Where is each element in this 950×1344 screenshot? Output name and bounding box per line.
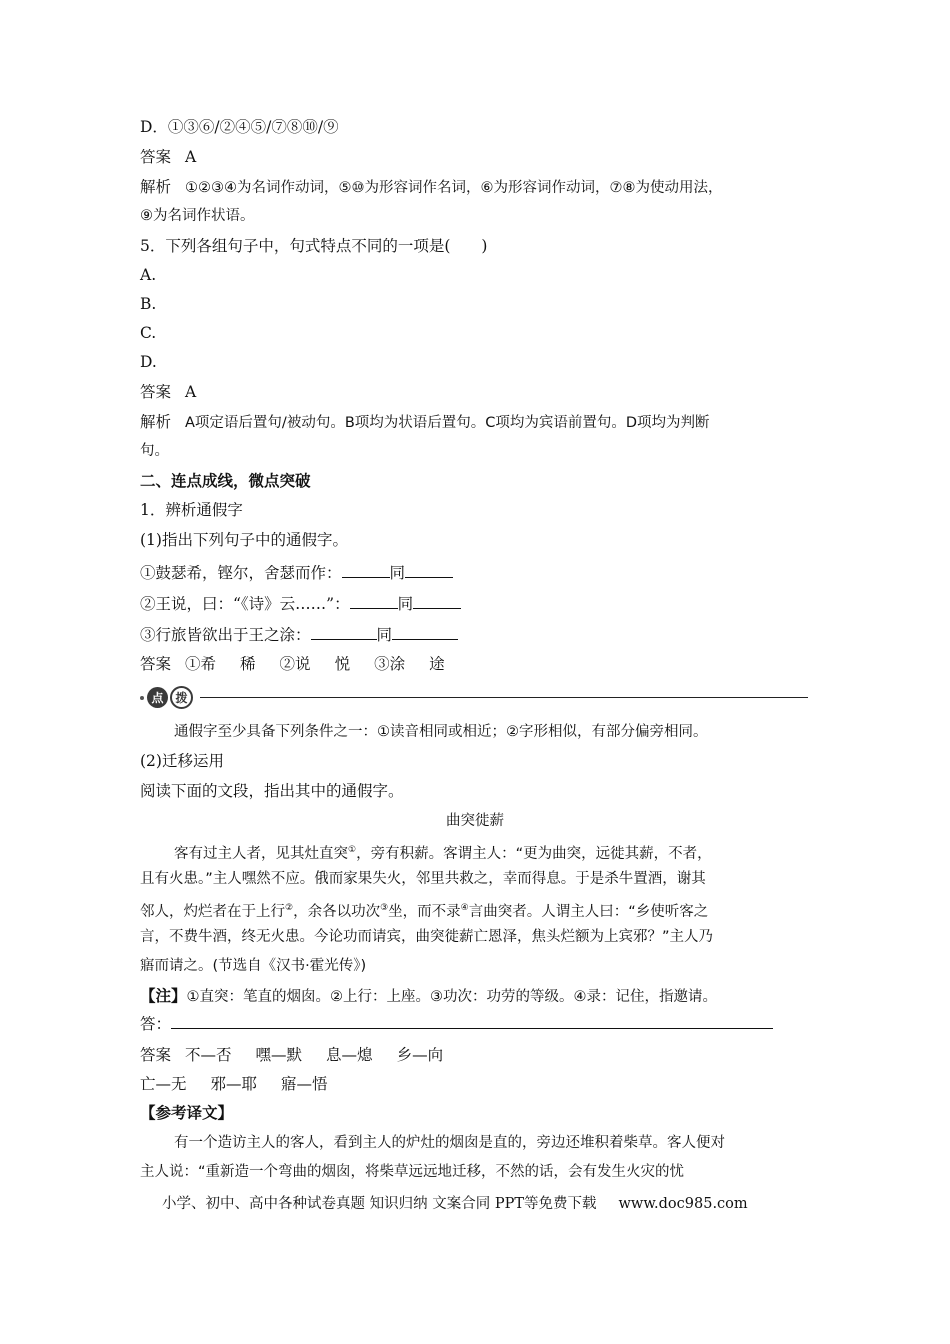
passage-line bbox=[140, 897, 708, 923]
fill-blank[interactable] bbox=[342, 561, 390, 578]
answer-prompt bbox=[140, 1012, 773, 1035]
fill-blank[interactable] bbox=[392, 623, 458, 640]
item-mid: 同 bbox=[397, 595, 414, 613]
answer-item: 息—熄 bbox=[326, 1046, 373, 1064]
translation-line: 主人说：“重新造一个弯曲的烟囱，将柴草远远地迁移，不然的话，会有发生火灾的忧 bbox=[140, 1164, 685, 1180]
analysis-label: 解析 bbox=[140, 178, 172, 196]
part1-item-1 bbox=[140, 561, 453, 584]
footnote-mark: ② bbox=[285, 903, 294, 913]
answer-item: 嘿—默 bbox=[255, 1046, 303, 1064]
item-mid: 同 bbox=[389, 564, 406, 582]
page-footer bbox=[162, 1192, 748, 1213]
answer-item: ②说 bbox=[279, 655, 311, 673]
note-label: 【注】 bbox=[140, 986, 187, 1005]
part2-instruction: 阅读下面的文段，指出其中的通假字。 bbox=[140, 782, 404, 800]
answer-item: 邪—耶 bbox=[210, 1075, 258, 1093]
answer-value: A bbox=[185, 383, 197, 401]
part1-instruction: (1)指出下列句子中的通假字。 bbox=[140, 531, 348, 549]
q5-question: 5．下列各组句子中，句式特点不同的一项是( ) bbox=[140, 237, 488, 255]
answer-input-line[interactable] bbox=[171, 1012, 773, 1029]
tip-divider bbox=[200, 697, 808, 698]
q5-answer bbox=[140, 381, 196, 403]
footer-link[interactable]: www.doc985.com bbox=[618, 1196, 748, 1212]
analysis-text: A项定语后置句/被动句。B项均为状语后置句。C项均为宾语前置句。D项均为判断 bbox=[185, 415, 710, 431]
note-text: ①直突：笔直的烟囱。②上行：上座。③功次：功劳的等级。④录：记住，指邀请。 bbox=[186, 989, 718, 1005]
analysis-text: ①②③④为名词作动词，⑤⑩为形容词作名词，⑥为形容词作动词，⑦⑧为使动用法， bbox=[185, 180, 723, 196]
passage-text: 客有过主人者，见其灶直突 bbox=[174, 845, 348, 862]
passage-text: ，余各以功次 bbox=[293, 903, 381, 920]
part2-answer-line1 bbox=[140, 1044, 443, 1066]
item-text: ①鼓瑟希，铿尔，舍瑟而作： bbox=[140, 564, 342, 582]
note bbox=[140, 985, 717, 1008]
answer-label: 答案 bbox=[140, 148, 172, 166]
answer-item: ①希 bbox=[185, 655, 217, 673]
passage-line: 且有火患。”主人嘿然不应。俄而家果失火，邻里共救之，幸而得息。于是杀牛置酒，谢其 bbox=[140, 871, 706, 887]
answer-value: A bbox=[185, 148, 197, 166]
q5-option-a: A. bbox=[140, 266, 157, 284]
q4-answer bbox=[140, 146, 196, 168]
footnote-mark: ① bbox=[348, 845, 357, 855]
part2-title: (2)迁移运用 bbox=[140, 752, 224, 770]
item-text: ③行旅皆欲出于王之涂： bbox=[140, 626, 311, 644]
answer-label: 答案 bbox=[140, 655, 172, 673]
part1-answer bbox=[140, 653, 445, 675]
tip-badge-char: 拨 bbox=[170, 686, 193, 709]
tip-badge-char: 点 bbox=[147, 687, 168, 708]
fill-blank[interactable] bbox=[405, 561, 453, 578]
part1-item-2 bbox=[140, 592, 461, 615]
tip-text: 通假字至少具备下列条件之一：①读音相同或相近；②字形相似，有部分偏旁相同。 bbox=[174, 724, 708, 740]
q5-option-d: D. bbox=[140, 353, 157, 371]
passage-text: 坐，而不录 bbox=[388, 903, 461, 920]
answer-prompt-label: 答： bbox=[140, 1015, 172, 1033]
part1-item-3 bbox=[140, 623, 458, 646]
bullet-dot-icon bbox=[140, 696, 144, 700]
fill-blank[interactable] bbox=[413, 592, 461, 609]
passage-text: ，旁有积薪。客谓主人：“更为曲突，远徙其薪，不者， bbox=[356, 845, 712, 862]
q4-option-d: D．①③⑥/②④⑤/⑦⑧⑩/⑨ bbox=[140, 118, 339, 136]
analysis-label: 解析 bbox=[140, 413, 172, 431]
passage-line bbox=[174, 839, 712, 865]
fill-blank[interactable] bbox=[350, 592, 398, 609]
translation-title: 【参考译文】 bbox=[140, 1103, 234, 1122]
answer-item: 亡—无 bbox=[140, 1075, 187, 1093]
footer-text: 小学、初中、高中各种试卷真题 知识归纳 文案合同 PPT等免费下载 bbox=[162, 1196, 597, 1212]
item-text: ②王说，曰：“《诗》云……”： bbox=[140, 595, 350, 613]
q5-option-b: B. bbox=[140, 295, 157, 313]
subsection-title: 1．辨析通假字 bbox=[140, 501, 243, 519]
footnote-mark: ③ bbox=[380, 903, 389, 913]
answer-label: 答案 bbox=[140, 1046, 172, 1064]
answer-item: ③涂 bbox=[374, 655, 406, 673]
answer-item: 途 bbox=[429, 655, 445, 673]
translation-line: 有一个造访主人的客人，看到主人的炉灶的烟囱是直的，旁边还堆积着柴草。客人便对 bbox=[174, 1135, 725, 1151]
passage-line: 寤而请之。(节选自《汉书·霍光传》) bbox=[140, 958, 367, 974]
passage-text: 邻人，灼烂者在于上行 bbox=[140, 903, 285, 920]
q4-analysis-line2: ⑨为名词作状语。 bbox=[140, 208, 255, 224]
q5-analysis-line2: 句。 bbox=[140, 443, 169, 459]
part2-answer-line2 bbox=[140, 1073, 328, 1095]
q5-option-c: C. bbox=[140, 324, 157, 342]
answer-item: 寤—悟 bbox=[281, 1075, 328, 1093]
answer-label: 答案 bbox=[140, 383, 172, 401]
tip-badge bbox=[140, 686, 195, 709]
passage-text: 言曲突者。人谓主人曰：“乡使听客之 bbox=[468, 903, 709, 920]
footnote-mark: ④ bbox=[460, 903, 469, 913]
answer-item: 稀 bbox=[240, 655, 256, 673]
q5-analysis-line1 bbox=[140, 411, 710, 434]
fill-blank[interactable] bbox=[311, 623, 377, 640]
answer-item: 不—否 bbox=[185, 1046, 232, 1064]
answer-item: 乡—向 bbox=[396, 1046, 444, 1064]
passage-title: 曲突徙薪 bbox=[446, 813, 504, 829]
section-title: 二、连点成线，微点突破 bbox=[140, 471, 311, 490]
q4-analysis-line1 bbox=[140, 176, 723, 199]
item-mid: 同 bbox=[376, 626, 393, 644]
passage-line: 言，不费牛酒，终无火患。今论功而请宾，曲突徙薪亡恩泽，焦头烂额为上宾邪？”主人乃 bbox=[140, 929, 714, 945]
answer-item: 悦 bbox=[334, 655, 351, 673]
